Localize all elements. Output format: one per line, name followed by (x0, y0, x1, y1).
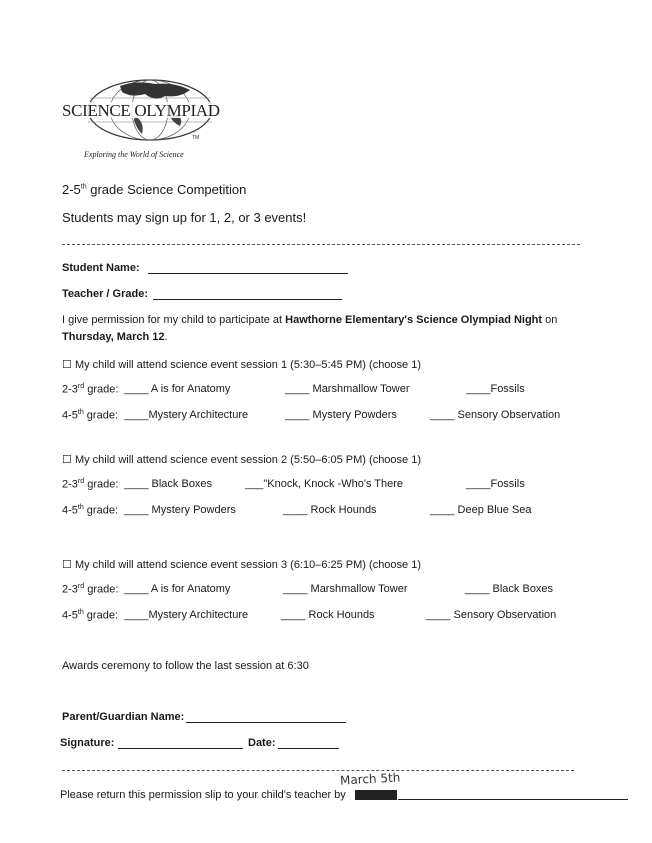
date-label: Date: (248, 737, 276, 749)
svg-text:TM: TM (192, 135, 200, 141)
teacher-grade-label: Teacher / Grade: (62, 288, 148, 300)
signature-field[interactable] (118, 748, 243, 749)
event-option[interactable]: ____Mystery Architecture (124, 609, 249, 621)
event-option[interactable]: ____ Sensory Observation (430, 409, 561, 421)
session-1-option[interactable] (62, 358, 421, 371)
logo-text: SCIENCE OLYMPIAD (62, 101, 220, 120)
event-option[interactable]: ____Fossils (466, 478, 525, 490)
student-name-label: Student Name: (62, 262, 140, 274)
event-option[interactable]: ____ Mystery Powders (124, 504, 236, 516)
grade-label: 2-3rd grade: (62, 583, 119, 596)
grade-label: 4-5th grade: (62, 409, 118, 422)
event-option[interactable]: ____ Marshmallow Tower (285, 383, 410, 395)
event-option[interactable]: ____ Deep Blue Sea (430, 504, 532, 516)
event-option[interactable]: ___"Knock, Knock -Who's There (245, 478, 404, 490)
science-olympiad-logo (60, 76, 225, 148)
permission-text: I give permission for my child to participate at Hawthorne Elementary's Science Olympiad Night on (62, 314, 558, 326)
session-3-option[interactable] (62, 558, 421, 571)
checkbox[interactable]: ☐ (62, 359, 72, 371)
event-option[interactable]: ____ Rock Hounds (283, 504, 377, 516)
subtitle: Students may sign up for 1, 2, or 3 events! (62, 210, 307, 225)
session-label: My child will attend science event session 2 (5:50–6:05 PM) (choose 1) (74, 454, 421, 466)
handwritten-date: March 5th (339, 770, 401, 788)
return-date-field[interactable] (398, 799, 628, 800)
event-option[interactable]: ____Fossils (466, 383, 525, 395)
teacher-grade-field[interactable] (153, 299, 342, 300)
grade-label: 4-5th grade: (62, 504, 118, 517)
event-option[interactable]: ____ Black Boxes (124, 478, 213, 490)
grade-label: 2-3rd grade: (62, 383, 119, 396)
page-title: 2-5th grade Science Competition (62, 182, 247, 197)
event-option[interactable]: ____ A is for Anatomy (124, 383, 231, 395)
permission-date: Thursday, March 12. (62, 331, 168, 343)
event-option[interactable]: ____ Marshmallow Tower (283, 583, 408, 595)
checkbox[interactable]: ☐ (62, 454, 72, 466)
return-text: Please return this permission slip to your child's teacher by (60, 789, 346, 801)
globe-logo-icon (60, 76, 225, 148)
event-option[interactable]: ____ Black Boxes (465, 583, 554, 595)
redacted-text (355, 790, 397, 800)
session-label: My child will attend science event session 3 (6:10–6:25 PM) (choose 1) (74, 559, 421, 571)
cut-line (62, 770, 574, 771)
grade-label: 4-5th grade: (62, 609, 118, 622)
event-option[interactable]: ____Mystery Architecture (124, 409, 249, 421)
session-2-option[interactable] (62, 453, 421, 466)
event-option[interactable]: ____ Mystery Powders (285, 409, 397, 421)
grade-label: 2-3rd grade: (62, 478, 119, 491)
event-option[interactable]: ____ Sensory Observation (426, 609, 557, 621)
checkbox[interactable]: ☐ (62, 559, 72, 571)
divider (62, 244, 580, 245)
session-label: My child will attend science event session 1 (5:30–5:45 PM) (choose 1) (74, 359, 421, 371)
signature-label: Signature: (60, 737, 115, 749)
logo-tagline: Exploring the World of Science (84, 150, 184, 159)
student-name-field[interactable] (148, 273, 348, 274)
parent-name-label: Parent/Guardian Name: (62, 711, 185, 723)
event-option[interactable]: ____ Rock Hounds (281, 609, 375, 621)
event-option[interactable]: ____ A is for Anatomy (124, 583, 231, 595)
parent-name-field[interactable] (186, 722, 346, 723)
awards-text: Awards ceremony to follow the last session at 6:30 (62, 660, 309, 672)
date-field[interactable] (278, 748, 339, 749)
